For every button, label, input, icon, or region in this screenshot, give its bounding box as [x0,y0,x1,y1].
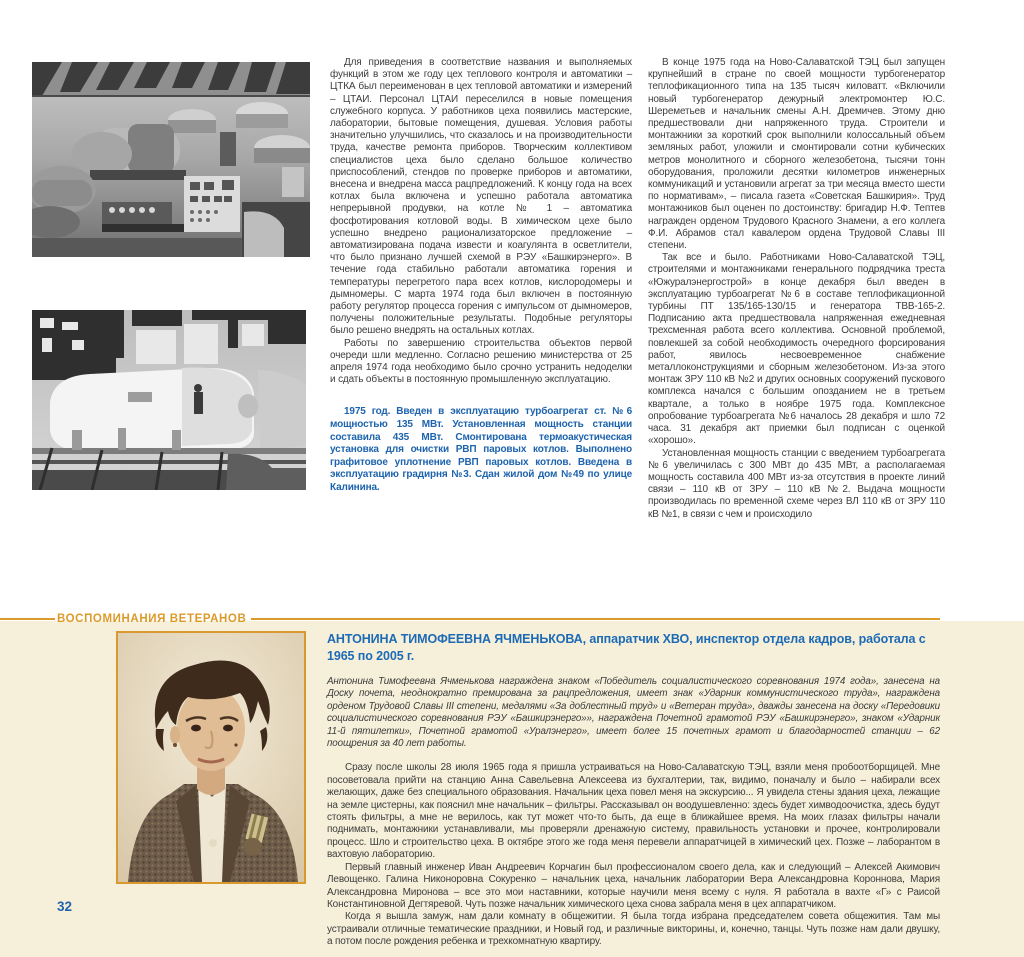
memories-paragraph-2: Первый главный инженер Иван Андреевич Корчагин был профессионалом своего дела, как и следующий – Алексей Акимович Левощенко. Галина Никоноровна Сокуренко – начальник цеха, начальник лаборатории Вера Александровна Короннова, Мария Александровна Миронова – все это мои наставники, которые научили меня всему с нуля. Я работала в вахте «Г» с Раисой Константиновной Дегтяревой. Чуть позже начальник химического цеха снова забрала меня в цех аппаратчиком. [327,861,940,910]
veteran-portrait-photo [116,631,306,884]
orange-rule-left [0,618,55,620]
main-text-column-1 [330,57,632,495]
column2-paragraph-3: Установленная мощность станции с введением турбоагрегата №6 увеличилась с 300 МВт до 435 МВт, а располагаемая мощность составила 400 МВт из-за отсутствия в проекте линий связи – 110 кВ от ЗРУ – 110 кВ №2. Выдача мощности производилась по временной схеме через ВЛ 110 кВ от ЗРУ 110 кВ №1, в связи с чем и происходило [648,447,945,520]
column2-paragraph-2: Так все и было. Работниками Ново-Салаватской ТЭЦ, строителями и монтажниками генерального подрядчика треста «Южуралэнергострой» в конце декабря был введен в эксплуатацию турбоагрегат №6 в составе теплофикационной турбины ПТ 135/165-130/15 и генератора ТВВ-165-2. Подписанию акта предшествовала напряженная ежедневная трехсменная работа всего коллектива. Основной проблемой, повлекшей за собой необходимость очередного форсирования работ, явилось несвоевременное снабжение металлоконструкциями и сборным железобетоном. Из-за этого монтаж ЗРУ 110 кВ №2 и других основных сооружений пускового комплекса начался с большим опозданием не в третьем квартале, а только в ноябре 1975 года. Комплексное опробование турбоагрегата №6 началось 28 декабря и шло 72 часа. 31 декабря акт приемки был подписан с оценкой «хорошо». [648,252,945,447]
memories-text-block [327,631,940,949]
memories-section-header [0,613,940,625]
column1-paragraph-1: Для приведения в соответствие названия и выполняемых функций в этом же году цех теплового контроля и автоматики – ЦТКА был переименован в цех тепловой автоматики и измерений – ЦТАИ. Персонал ЦТАИ переселился в новые помещения служебного корпуса. У работников цеха появились мастерские, лаборатории, бытовые помещения, душевая. Условия работы значительно улучшились, что сказалось и на производительности труда, качестве ремонта приборов. Творческим коллективом специалистов цеха было сделано большое количество приспособлений, стендов по проверке приборов и автоматики, внесена и внедрена масса рацпредложений. К концу года на всех котлах была включена и успешно работала автоматика непрерывной продувки, на котле № 1 – автоматика фосфотирования котловой воды. В химическом цехе было успешно внедрено рационализаторское предложение – автоматизирована подача извести и коагулянта в осветлители, что было признано лучшей схемой в РЭУ «Башкирэнерго». В течение года стабильно работали автоматика горения и температуры перегретого пара всех котлов, кислородомеры и дымномеры. С марта 1974 года был включен в постоянную работу регулятор процесса горения с импульсом от дымномеров, получены положительные результаты. Подобные регуляторы было решено внедрять на остальных котлах. [330,57,632,337]
page-number: 32 [57,899,73,914]
veteran-portrait-graphic [118,633,304,882]
year-1975-highlight-paragraph: 1975 год. Введен в эксплуатацию турбоагрегат ст. №6 мощностью 135 МВт. Установленная мощность станции составила 435 МВт. Смонтирована термоакустическая установка для очистки РВП паровых котлов. Выполнено графитовое уплотнение РВП паровых котлов. Введена в эксплуатацию градирня №3. Сдан жилой дом №49 по улице Калинина. [330,406,632,494]
orange-rule-right [251,618,940,620]
veteran-name-title: АНТОНИНА ТИМОФЕЕВНА ЯЧМЕНЬКОВА, аппаратчик ХВО, инспектор отдела кадров, работала с 1965 по 2005 г. [327,632,926,663]
memories-section-title: ВОСПОМИНАНИЯ ВЕТЕРАНОВ [57,613,247,625]
turbine-unit-photo-graphic [32,310,306,490]
column1-paragraph-2: Работы по завершению строительства объектов первой очереди шли медленно. Согласно решению министерства от 25 апреля 1974 года необходимо было срочно устранить недоделки и сдать объекты в постоянную промышленную эксплуатацию. [330,337,632,386]
memories-paragraph-1: Сразу после школы 28 июля 1965 года я пришла устраиваться на Ново-Салаватскую ТЭЦ, взяли меня пробоотборщицей. Мне посоветовала прийти на станцию Анна Савельевна Алексеева из бухгалтерии, так, видимо, поначалу и было – набирали всех желающих, даже без специального образования. Начальник цеха повел меня на экскурсию... Я увидела стены здания цеха, лежащие на земле цистерны, как пояснил мне начальник – фильтры. Рассказывал он воодушевленно: здесь будет химводоочистка, здесь будут стоять фильтры, а мне не верилось, как тут может что-то быть, да еще в ближайшее время. На моих глазах фильтры начали поднимать, монтажники устанавливали, мы проверяли дренажную систему, правильность установки и прочее, контролировали процесс. Шло и строительство цеха. В октябре этого же года меня перевели аппаратчицей в химический цех. Позже – лаборантом в вахтовую лабораторию. [327,762,940,861]
memories-paragraph-3: Когда я вышла замуж, нам дали комнату в общежитии. Я была тогда избрана председателем совета общежития. Там мы устраивали отличные тематические праздники, и Новый год, и различные викторины, и, конечно, танцы. Чуть позже нам дали двушку, а потом после рождения ребенка и трехкомнатную квартиру. [327,911,940,948]
column2-paragraph-1: В конце 1975 года на Ново-Салаватской ТЭЦ был запущен крупнейший в стране по своей мощности турбогенератор теплофикационного типа на 135 тысяч киловатт. «Включили новый турбогенератор дежурный электромонтер Ю.С. Шереметьев и начальник смены А.Н. Дремичев. Этому дню предшествовали дни напряженного труда. Строители и монтажники за короткий срок выполнили колоссальный объем земляных работ, уложили и смонтировали сотни кубических метров монолитного и сборного железобетона, тысячи тонн оборудования, проложили десятки километров инженерных коммуникаций и установили агрегат за три месяца вместо шести по нормативам», – писала газета «Советская Башкирия». Труд монтажников был оценен по достоинству: бригадир Н.Ф. Тептев награжден орденом Трудового Красного Знамени, а его коллега Ф.И. Абрамов стал кавалером ордена Трудовой Славы III степени. [648,57,945,252]
turbine-unit-photo [32,310,306,490]
turbine-hall-photo-graphic [32,62,310,257]
veteran-bio-italic: Антонина Тимофеевна Ячменькова награждена знаком «Победитель социалистического соревнования 1974 года», занесена на Доску почета, неоднократно премирована за рацпредложения, имеет знак «Ударник коммунистического труда», награждена орденом Трудовой Славы III степени, медалями «За доблестный труд» и «Ветеран труда», дважды занесена на доску «Передовики социалистического соревнования РЭУ «Башкирэнерго»», награждена Почетной грамотой РЭУ «Башкирэнерго», знаком «Ударник 11-й пятилетки», Почетной грамотой «Уралэнерго», имеет более 15 почетных грамот и благодарностей станции – 62 поощрения за 40 лет работы. [327,676,940,750]
turbine-hall-photo [32,62,310,257]
main-text-column-2 [648,57,945,521]
